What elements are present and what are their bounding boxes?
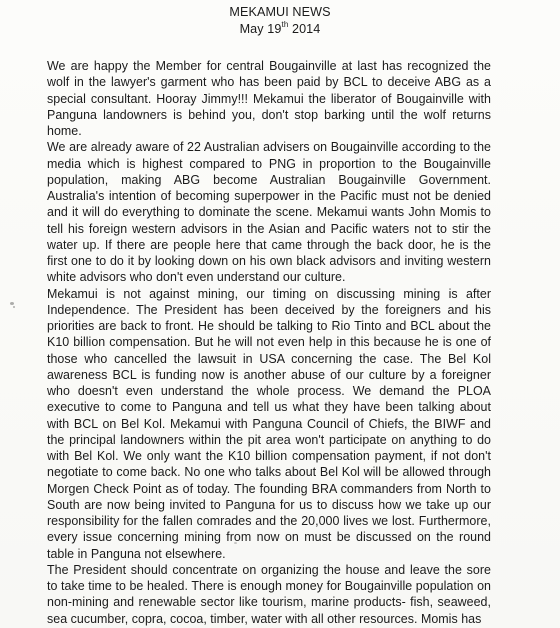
article-body xyxy=(47,58,491,627)
paragraph-3: Mekamui is not against mining, our timing on discussing mining is after Independence. The President has been deceived by the foreigners and his priorities are back to front. He should be talking to Rio Tinto and BCL about the K10 billion compensation. But he will not even help in this because he is one of those who cancelled the lawsuit in USA concerning the case. The Bel Kol awareness BCL is funding now is another abuse of our culture by a foreigner who doesn't even understand the whole process. We demand the PLOA executive to come to Panguna and tell us what they have been talking about with BCL on Bel Kol. Mekamui with Panguna Council of Chiefs, the BIWF and the principal landowners within the pit area won't participate on anything to do with Bel Kol. We only want the K10 billion compensation payment, if not don't negotiate to come back. No one who talks about Bel Kol will be allowed through Morgen Check Point as of today. The founding BRA commanders from North to South are now being invited to Panguna for us to discuss how we take up our responsibility for the fallen comrades and the 20,000 lives we lost. Furthermore, every issue concerning mining from now on must be discussed on the round table in Panguna not elsewhere. xyxy=(47,286,491,561)
document-header xyxy=(0,4,560,38)
date-year: 2014 xyxy=(288,22,321,36)
newsletter-date xyxy=(0,21,560,38)
newsletter-title: MEKAMUI NEWS xyxy=(229,5,331,19)
paragraph-2: We are already aware of 22 Australian advisers on Bougainville according to the media which is highest compared to PNG in proportion to the Bougainville population, making ABG become Australian Bougainville Government. Australia's intention of becoming superpower in the Pacific must not be denied and it will do everything to dominate the scene. Mekamui wants John Momis to tell his foreign western advisors in the Asian and Pacific waters not to stir the water up. If there are people here that came through the back door, he is the first one to do it by looking down on his own black advisors and inviting western white advisors who don't even understand our culture. xyxy=(47,140,491,285)
scan-speck xyxy=(234,542,237,544)
paragraph-4: The President should concentrate on organizing the house and leave the sore to take time to be healed. There is enough money for Bougainville population on non-mining and renewable sector like tourism, marine products- fish, seaweed, sea cucumber, copra, cocoa, timber, water with all other resources. Momis has xyxy=(47,562,491,626)
date-day: May 19 xyxy=(239,22,282,36)
scan-speck xyxy=(10,302,14,305)
paragraph-1: We are happy the Member for central Bougainville at last has recognized the wolf in the lawyer's garment who has been paid by BCL to deceive ABG as a special consultant. Hooray Jimmy!!! Mekamui the liberator of Bougainville with Panguna landowners is behind you, don't stop barking until the wolf returns home. xyxy=(47,59,491,138)
date-ordinal: th xyxy=(281,19,289,29)
scan-speck xyxy=(13,306,15,308)
